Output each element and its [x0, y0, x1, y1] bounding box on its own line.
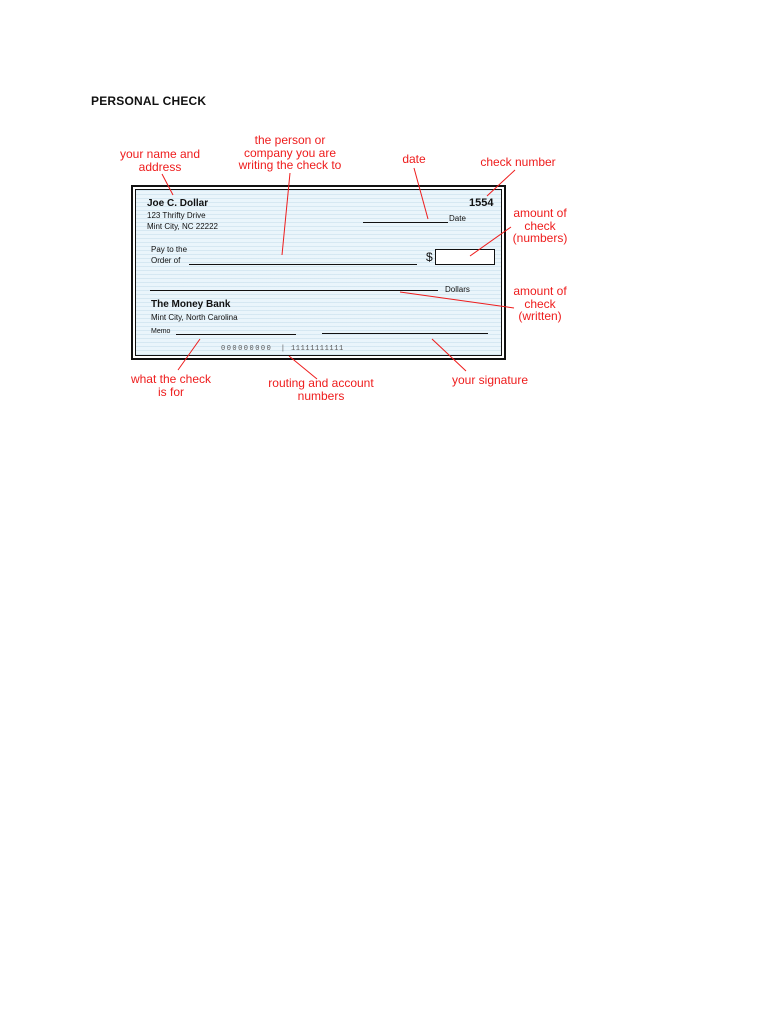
pay-to-label-2: Order of: [151, 256, 181, 265]
leader-date: [414, 168, 428, 219]
annotation-routing: routing and account numbers: [268, 376, 374, 403]
leader-payee: [282, 173, 290, 255]
leader-amount-numbers: [470, 227, 511, 256]
memo-label: Memo: [151, 328, 171, 335]
dollars-label: Dollars: [445, 285, 470, 294]
leader-memo: [178, 339, 200, 370]
address-line-1: 123 Thrifty Drive: [147, 211, 206, 220]
annotation-memo: what the check is for: [130, 372, 212, 399]
bank-location: Mint City, North Carolina: [151, 313, 238, 322]
leader-routing: [289, 356, 317, 379]
annotation-amount-written: amount of check (written): [513, 284, 567, 323]
leader-signature: [432, 339, 466, 371]
bank-name: The Money Bank: [151, 299, 231, 310]
pay-to-label-1: Pay to the: [151, 245, 188, 254]
annotation-payee: the person or company you are writing the check to: [238, 133, 342, 172]
account-holder-name: Joe C. Dollar: [147, 198, 209, 209]
leader-name-address: [162, 174, 173, 195]
leader-check-number: [487, 170, 515, 196]
micr-account-number: 11111111111: [291, 345, 344, 353]
date-label: Date: [449, 214, 466, 223]
address-line-2: Mint City, NC 22222: [147, 222, 218, 231]
micr-separator: |: [282, 345, 284, 352]
dollar-sign: $: [426, 250, 433, 264]
annotation-date: date: [402, 152, 426, 166]
annotation-check-number: check number: [480, 155, 556, 169]
check-number: 1554: [469, 197, 494, 209]
annotation-signature: your signature: [451, 373, 529, 387]
page-title: PERSONAL CHECK: [91, 94, 207, 108]
annotation-name-address: your name and address: [119, 147, 201, 174]
annotation-amount-numbers: amount of check (numbers): [512, 206, 568, 245]
leader-amount-written: [400, 292, 514, 308]
micr-routing-number: 000000000: [221, 345, 273, 353]
